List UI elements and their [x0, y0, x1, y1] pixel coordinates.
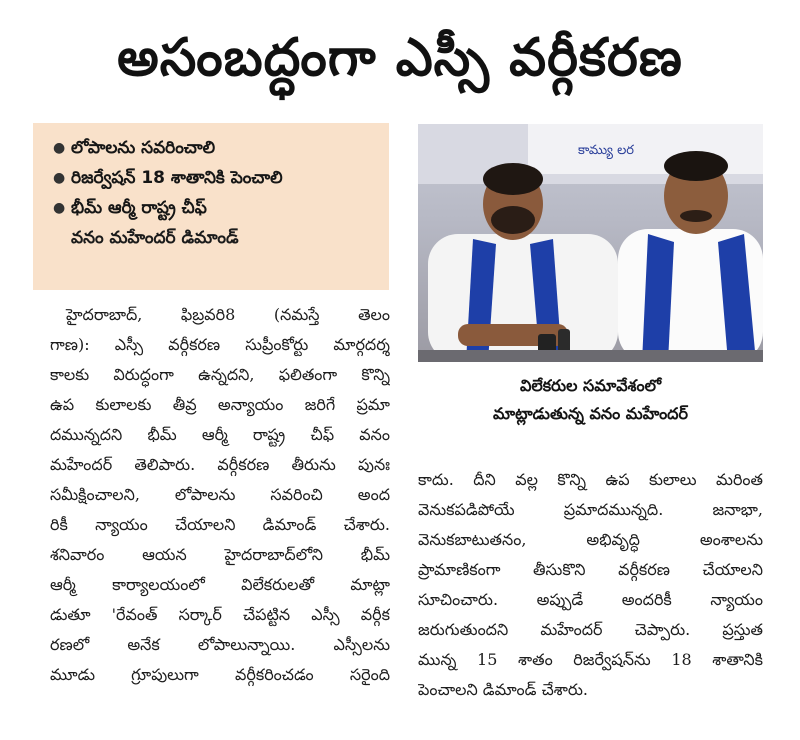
highlight-item — [53, 193, 379, 223]
article-line: ఆర్మీ కార్యాలయంలో విలేకరులతో మాట్లా — [50, 575, 390, 594]
article-line: గాణ): ఎస్సీ వర్గీకరణ సుప్రీంకోర్టు మార్గదర్శ — [50, 335, 390, 354]
banner-text: కామ్యు లర — [578, 143, 634, 158]
article-line: డుతూ 'రేవంత్ సర్కార్ చేపట్టిన ఎస్సీ వర్గీక — [50, 605, 390, 624]
highlight-text: భీమ్ ఆర్మీ రాష్ట్ర చీఫ్ — [71, 198, 207, 218]
photo-illustration — [418, 124, 763, 362]
article-column-left — [50, 300, 390, 690]
caption-line: మాట్లాడుతున్న వనం మహేందర్ — [493, 404, 688, 423]
article-line: వెనుకపడిపోయే ప్రమాదమున్నది. జనాభా, — [418, 500, 763, 519]
article-line: మూడు గ్రూపులుగా వర్గీకరించడం సరైంది — [50, 665, 390, 684]
article-line: సూచించారు. అప్పుడే అందరికీ న్యాయం — [418, 590, 763, 609]
article-line: మున్న 15 శాతం రిజర్వేషన్‌ను 18 శాతానికి — [418, 650, 763, 669]
article-line: సమీక్షించాలని, లోపాలను సవరించి అంద — [50, 485, 390, 504]
article-line: హైదరాబాద్, ఫిబ్రవరి8 (నమస్తే తెలం — [66, 305, 390, 324]
article-line: శనివారం ఆయన హైదరాబాద్‌లోని భీమ్ — [50, 545, 390, 564]
highlight-text: లోపాలను సవరించాలి — [71, 138, 216, 158]
person-left — [428, 163, 618, 362]
article-line: వెనుకబాటుతనం, అభివృద్ధి అంశాలను — [418, 530, 763, 549]
article-column-right — [418, 465, 763, 705]
headline: అసంబద్ధంగా ఎస్సీ వర్గీకరణ — [117, 28, 683, 88]
article-line: రణలో అనేక లోపాలున్నాయి. ఎస్సీలను — [50, 635, 390, 654]
article-line: కాలకు విరుద్ధంగా ఉన్నదని, ఫలితంగా కొన్ని — [50, 365, 390, 384]
bullet-icon: ● — [53, 170, 66, 186]
table — [418, 350, 763, 362]
highlight-item — [53, 133, 379, 163]
highlight-item — [53, 163, 379, 193]
photo-caption — [418, 372, 763, 428]
highlight-text-continued: వనం మహేందర్ డిమాండ్ — [71, 228, 239, 248]
news-photo — [418, 124, 763, 362]
bullet-icon: ● — [53, 140, 66, 156]
article-line: కాదు. దీని వల్ల కొన్ని ఉప కులాలు మరింత — [418, 470, 763, 489]
article-line: ప్రామాణికంగా తీసుకొని వర్గీకరణ చేయాలని — [418, 560, 763, 579]
bullet-icon: ● — [53, 200, 66, 216]
article-line: పెంచాలని డిమాండ్ చేశారు. — [418, 680, 588, 699]
article-line: రికీ న్యాయం చేయాలని డిమాండ్ చేశారు. — [50, 515, 390, 534]
article-line: దమున్నదని భీమ్ ఆర్మీ రాష్ట్ర చీఫ్ వనం — [50, 425, 390, 444]
article-line: జరుగుతుందని మహేందర్ చెప్పారు. ప్రస్తుత — [418, 620, 763, 639]
highlight-text: రిజర్వేషన్ 18 శాతానికి పెంచాలి — [71, 168, 283, 188]
highlights-box — [33, 123, 389, 290]
article-line: ఉప కులాలకు తీవ్ర అన్యాయం జరిగే ప్రమా — [50, 395, 390, 414]
caption-line: విలేకరుల సమావేశంలో — [519, 376, 662, 395]
article-line: మహేందర్ తెలిపారు. వర్గీకరణ తీరును పునః — [50, 455, 390, 474]
